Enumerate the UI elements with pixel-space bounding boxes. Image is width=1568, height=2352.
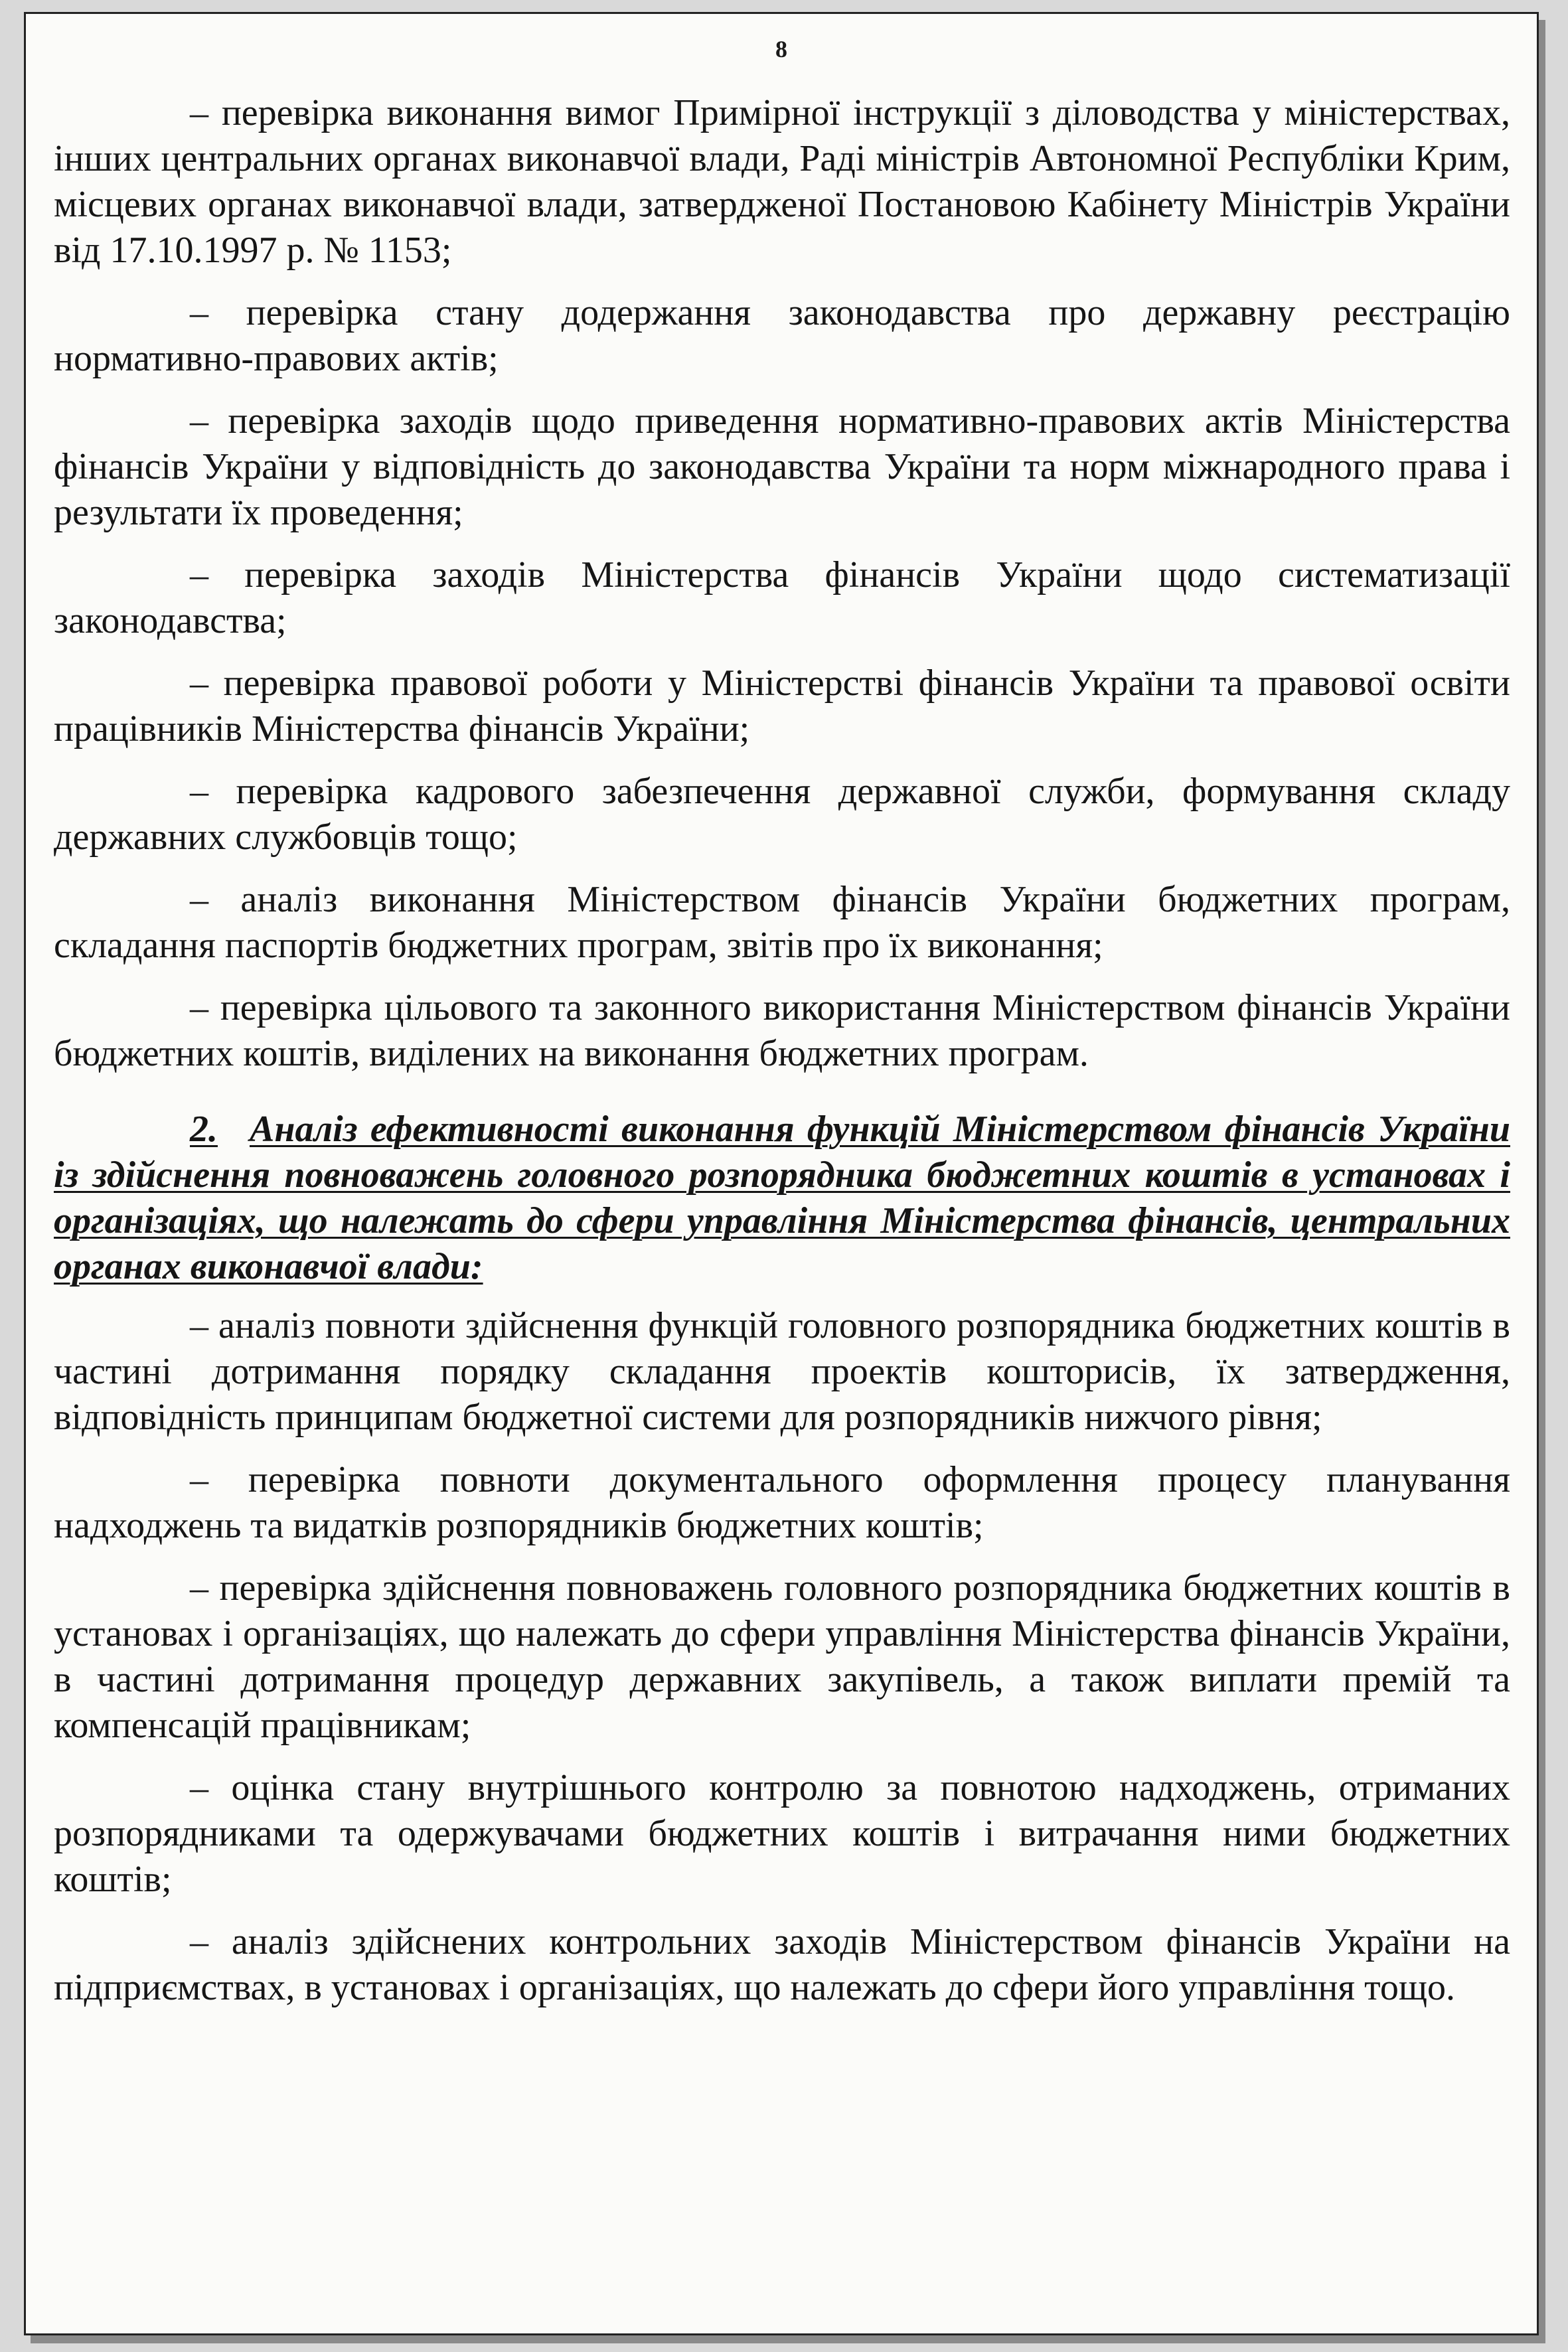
list-item: – аналіз виконання Міністерством фінансів України бюджетних програм, складання паспортів бюджетних програм, звітів про їх виконання; <box>54 879 1510 966</box>
list-item: – перевірка цільового та законного використання Міністерством фінансів України бюджетних коштів, виділених на виконання бюджетних програм. <box>54 987 1510 1074</box>
list-item: – перевірка виконання вимог Примірної інструкції з діловодства у міністерствах, інших центральних органах виконавчої влади, Раді міністрів Автономної Республіки Крим, місцевих органах виконавчої влади, затвердженої Постановою Кабінету Міністрів України від 17.10.1997 р. № 1153; <box>54 92 1510 271</box>
list-item: – аналіз здійснених контрольних заходів Міністерством фінансів України на підприємствах, в установах і організаціях, що належать до сфери його управління тощо. <box>54 1921 1510 2008</box>
list-item: – перевірка повноти документального оформлення процесу планування надходжень та видатків розпорядників бюджетних коштів; <box>54 1459 1510 1546</box>
page-number: 8 <box>775 36 787 62</box>
list-item: – аналіз повноти здійснення функцій головного розпорядника бюджетних коштів в частині дотримання порядку складання проектів кошторисів, їх затвердження, відповідність принципам бюджетної системи для розпорядників нижчого рівня; <box>54 1305 1510 1438</box>
document-body <box>54 90 1510 2027</box>
section-heading <box>54 1107 1510 1290</box>
list-item: – перевірка здійснення повноважень головного розпорядника бюджетних коштів в установах і організаціях, що належать до сфери управління Міністерства фінансів України, в частині дотримання процедур державних закупівель, а також виплати премій та компенсацій працівникам; <box>54 1567 1510 1746</box>
list-item: – перевірка заходів Міністерства фінансів України щодо систематизації законодавства; <box>54 554 1510 641</box>
list-item: – перевірка заходів щодо приведення нормативно-правових актів Міністерства фінансів України у відповідність до законодавства України та норм міжнародного права і результати їх проведення; <box>54 400 1510 533</box>
section-number: 2. <box>190 1109 218 1150</box>
section-heading-text: Аналіз ефективності виконання функцій Міністерством фінансів України із здійснення повноважень головного розпорядника бюджетних коштів в установах і організаціях, що належать до сфери управління Міністерства фінансів, центральних органах виконавчої влади: <box>54 1109 1510 1287</box>
document-page <box>24 12 1539 2335</box>
list-item: – перевірка кадрового забезпечення державної служби, формування складу державних службовців тощо; <box>54 771 1510 858</box>
list-item: – оцінка стану внутрішнього контролю за повнотою надходжень, отриманих розпорядниками та одержувачами бюджетних коштів і витрачання ними бюджетних коштів; <box>54 1767 1510 1900</box>
list-item: – перевірка стану додержання законодавства про державну реєстрацію нормативно-правових актів; <box>54 292 1510 379</box>
list-item: – перевірка правової роботи у Міністерстві фінансів України та правової освіти працівників Міністерства фінансів України; <box>54 663 1510 749</box>
